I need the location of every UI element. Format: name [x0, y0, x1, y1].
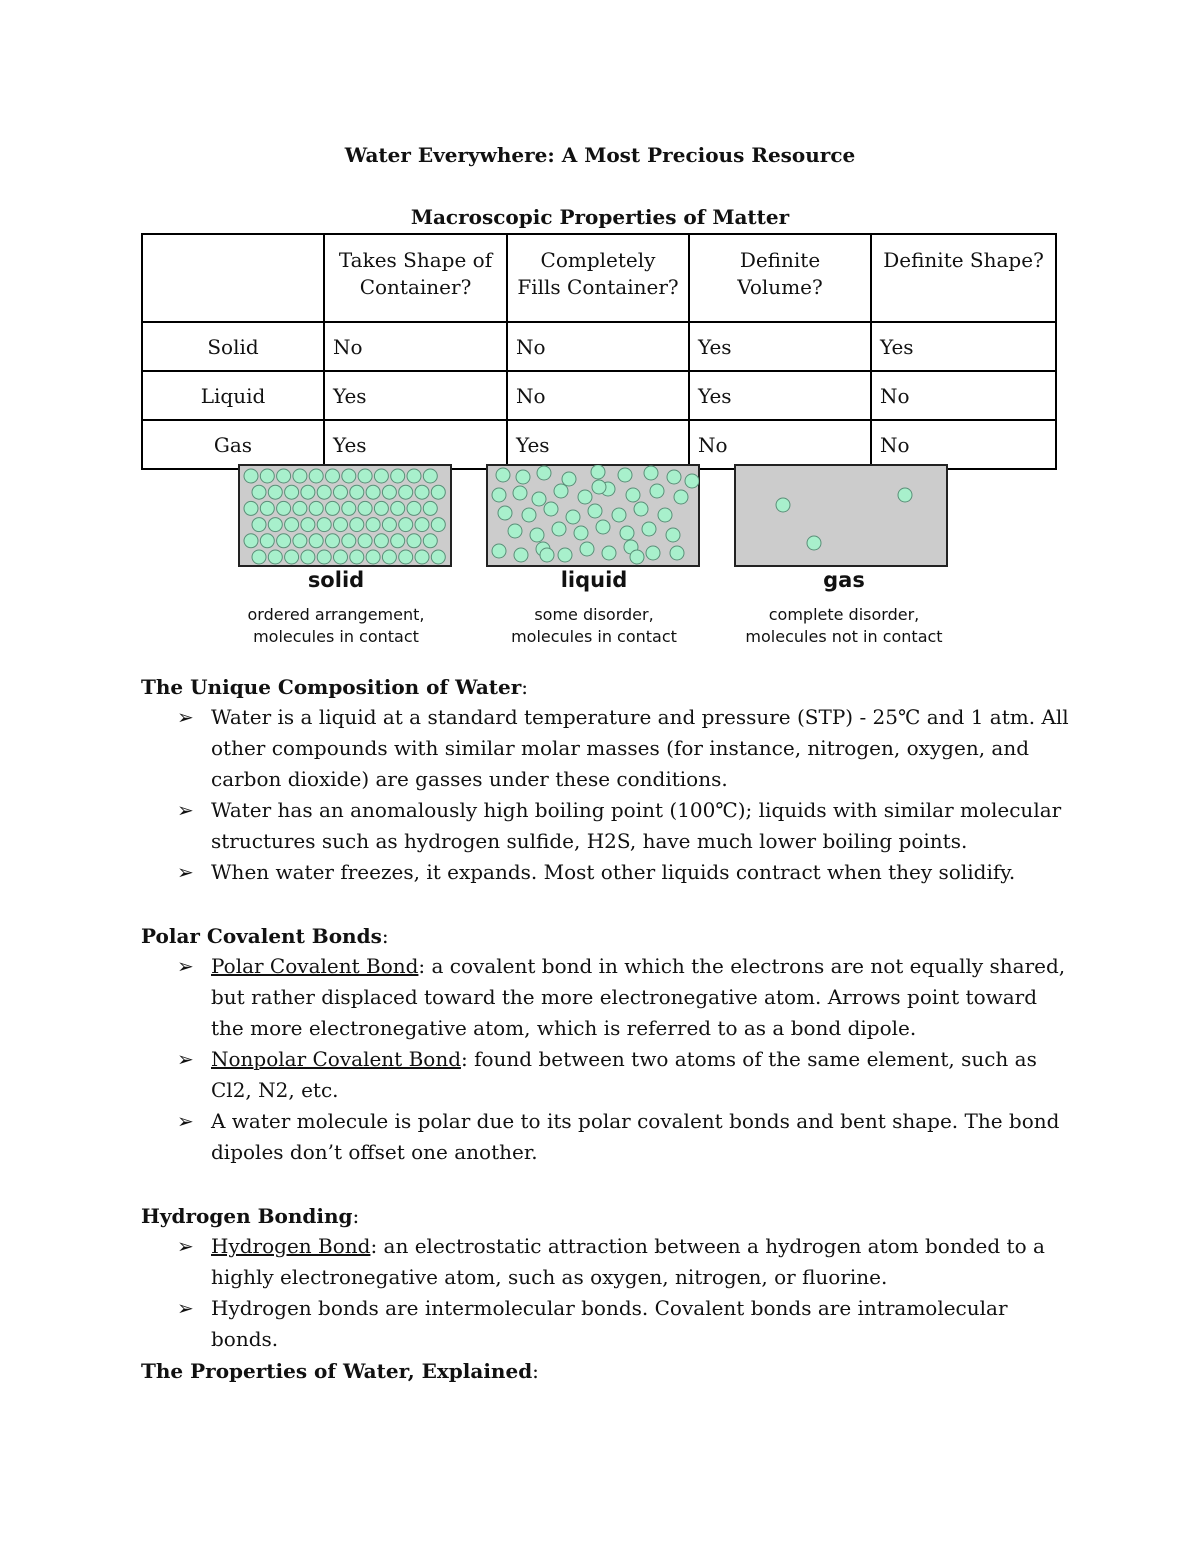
term-hydrogen-bond: Hydrogen Bond — [211, 1234, 371, 1258]
molecule-circle — [530, 528, 544, 542]
molecule-circle — [626, 488, 640, 502]
molecule-circle — [277, 501, 291, 515]
arrow-bullet-icon: ➢ — [177, 1109, 194, 1133]
molecule-circle — [423, 501, 437, 515]
molecule-circle — [544, 502, 558, 516]
molecule-circle — [514, 548, 528, 562]
molecule-circle — [540, 548, 554, 562]
bullet-list — [141, 951, 1071, 1168]
molecule-circle — [268, 518, 282, 532]
table-row — [142, 371, 1056, 420]
section-hydrogen-bonding — [141, 1201, 1071, 1355]
row-state-liquid: Liquid — [142, 371, 324, 420]
molecule-circle — [588, 504, 602, 518]
molecule-circle — [630, 550, 644, 564]
molecule-circle — [244, 501, 258, 515]
particle-box-background — [735, 465, 947, 566]
table-cell: No — [324, 322, 507, 371]
molecule-circle — [301, 485, 315, 499]
molecule-circle — [326, 469, 340, 483]
molecule-circle — [399, 485, 413, 499]
molecule-circle — [317, 518, 331, 532]
molecule-circle — [646, 546, 660, 560]
molecule-circle — [552, 522, 566, 536]
state-desc-solid — [216, 604, 456, 648]
term-nonpolar-covalent-bond: Nonpolar Covalent Bond — [211, 1047, 461, 1071]
heading-colon: : — [381, 924, 389, 948]
list-item-text: Hydrogen bonds are intermolecular bonds. Covalent bonds are intramolecular bonds. — [211, 1296, 1008, 1351]
molecule-circle — [350, 550, 364, 564]
molecule-circle — [513, 486, 527, 500]
molecule-circle — [285, 485, 299, 499]
table-row — [142, 420, 1056, 469]
molecule-circle — [562, 472, 576, 486]
molecule-circle — [492, 488, 506, 502]
molecule-circle — [277, 534, 291, 548]
molecule-circle — [334, 485, 348, 499]
molecule-circle — [634, 502, 648, 516]
molecule-circle — [685, 474, 699, 488]
molecule-circle — [391, 534, 405, 548]
table-cell: Yes — [324, 420, 507, 469]
molecule-circle — [374, 534, 388, 548]
molecule-circle — [591, 465, 605, 479]
molecule-circle — [252, 518, 266, 532]
table-cell: Yes — [507, 420, 689, 469]
molecule-circle — [342, 501, 356, 515]
section-heading-text: Hydrogen Bonding — [141, 1204, 353, 1228]
list-item — [141, 1231, 1071, 1293]
section-properties-explained — [141, 1356, 1071, 1386]
molecule-circle — [674, 490, 688, 504]
arrow-bullet-icon: ➢ — [177, 1047, 194, 1071]
bullet-list — [141, 1231, 1071, 1355]
molecule-circle — [516, 470, 530, 484]
molecule-circle — [260, 534, 274, 548]
row-state-gas: Gas — [142, 420, 324, 469]
list-item — [141, 857, 1071, 888]
molecule-circle — [602, 546, 616, 560]
list-item-text: : a covalent bond in which the electrons are not equally shared, but rather displaced toward the more electronegative atom. Arrows point toward the more electronegative atom, which is referred to as a bond dipole. — [211, 954, 1066, 1040]
term-polar-covalent-bond: Polar Covalent Bond — [211, 954, 419, 978]
list-item-text: : an electrostatic attraction between a hydrogen atom bonded to a highly electronegative atom, such as oxygen, nitrogen, or fluorine. — [211, 1234, 1045, 1289]
molecule-circle — [334, 550, 348, 564]
molecule-circle — [667, 470, 681, 484]
heading-colon: : — [521, 675, 529, 699]
molecule-circle — [496, 468, 510, 482]
state-label-liquid: liquid — [560, 568, 628, 592]
state-desc-gas — [724, 604, 964, 648]
molecule-circle — [574, 526, 588, 540]
gas-particles-box — [734, 464, 948, 567]
molecule-circle — [260, 501, 274, 515]
molecule-circle — [260, 469, 274, 483]
molecule-circle — [399, 550, 413, 564]
molecule-circle — [285, 550, 299, 564]
state-desc-line: complete disorder, — [768, 605, 920, 624]
molecule-circle — [658, 508, 672, 522]
molecule-circle — [776, 498, 790, 512]
arrow-bullet-icon: ➢ — [177, 954, 194, 978]
state-desc-line: molecules in contact — [511, 627, 677, 646]
molecule-circle — [399, 518, 413, 532]
table-header-definite-volume: Definite Volume? — [689, 234, 871, 322]
table-header-empty — [142, 234, 324, 322]
molecule-circle — [642, 522, 656, 536]
molecule-circle — [293, 469, 307, 483]
list-item-text: A water molecule is polar due to its polar covalent bonds and bent shape. The bond dipoles don’t offset one another. — [211, 1109, 1060, 1164]
section-polar-covalent — [141, 921, 1071, 1168]
section-heading-text: The Unique Composition of Water — [141, 675, 522, 699]
solid-particles-box — [238, 464, 452, 567]
molecule-circle — [612, 508, 626, 522]
molecule-circle — [309, 501, 323, 515]
molecule-circle — [580, 542, 594, 556]
molecule-circle — [566, 510, 580, 524]
molecule-circle — [309, 469, 323, 483]
list-item-text: Water has an anomalously high boiling point (100℃); liquids with similar molecular structures such as hydrogen sulfide, H2S, have much lower boiling points. — [211, 798, 1062, 853]
molecule-circle — [670, 546, 684, 560]
molecule-circle — [301, 518, 315, 532]
list-item — [141, 1293, 1071, 1355]
molecule-circle — [620, 526, 634, 540]
molecule-circle — [618, 468, 632, 482]
section-heading — [141, 921, 1071, 951]
properties-table — [141, 233, 1057, 470]
molecule-circle — [596, 520, 610, 534]
molecule-circle — [532, 492, 546, 506]
arrow-bullet-icon: ➢ — [177, 860, 194, 884]
arrow-bullet-icon: ➢ — [177, 705, 194, 729]
state-label-solid: solid — [307, 568, 365, 592]
list-item-text: : found between two atoms of the same element, such as Cl2, N2, etc. — [211, 1047, 1037, 1102]
molecule-circle — [644, 466, 658, 480]
row-state-solid: Solid — [142, 322, 324, 371]
molecule-circle — [415, 518, 429, 532]
section-heading-text: Polar Covalent Bonds — [141, 924, 382, 948]
table-row — [142, 322, 1056, 371]
molecule-circle — [293, 534, 307, 548]
table-header-definite-shape: Definite Shape? — [871, 234, 1056, 322]
molecule-circle — [407, 534, 421, 548]
section-heading-text: The Properties of Water, Explained — [141, 1359, 533, 1383]
molecule-circle — [350, 518, 364, 532]
molecule-circle — [374, 469, 388, 483]
page-title: Water Everywhere: A Most Precious Resource — [344, 143, 856, 167]
molecule-circle — [268, 550, 282, 564]
section-heading — [141, 1356, 1071, 1386]
molecule-circle — [650, 484, 664, 498]
molecule-circle — [277, 469, 291, 483]
molecule-circle — [252, 485, 266, 499]
molecule-circle — [558, 548, 572, 562]
molecule-circle — [366, 518, 380, 532]
molecule-circle — [666, 528, 680, 542]
table-cell: No — [507, 371, 689, 420]
molecule-circle — [268, 485, 282, 499]
list-item — [141, 1106, 1071, 1168]
molecule-circle — [293, 501, 307, 515]
molecule-circle — [317, 485, 331, 499]
list-item — [141, 1044, 1071, 1106]
molecule-circle — [554, 484, 568, 498]
bullet-list — [141, 702, 1071, 888]
molecule-circle — [423, 534, 437, 548]
state-desc-line: some disorder, — [534, 605, 654, 624]
molecule-circle — [391, 501, 405, 515]
heading-colon: : — [532, 1359, 539, 1383]
list-item-text: Water is a liquid at a standard temperature and pressure (STP) - 25℃ and 1 atm. All other compounds with similar molar masses (for instance, nitrogen, oxygen, and carbon dioxide) are gasses under these conditions. — [211, 705, 1069, 791]
states-of-matter-diagram — [236, 464, 948, 654]
molecule-circle — [415, 485, 429, 499]
table-cell: Yes — [871, 322, 1056, 371]
molecule-circle — [382, 518, 396, 532]
state-desc-line: molecules in contact — [253, 627, 419, 646]
state-desc-line: ordered arrangement, — [247, 605, 425, 624]
table-cell: No — [871, 371, 1056, 420]
molecule-circle — [317, 550, 331, 564]
molecule-circle — [252, 550, 266, 564]
molecule-circle — [326, 501, 340, 515]
table-cell: No — [689, 420, 871, 469]
table-header-row — [142, 234, 1056, 322]
molecule-circle — [431, 518, 445, 532]
molecule-circle — [366, 485, 380, 499]
table-header-fills-container: Completely Fills Container? — [507, 234, 689, 322]
list-item — [141, 795, 1071, 857]
section-composition — [141, 672, 1071, 888]
molecule-circle — [244, 534, 258, 548]
heading-colon: : — [352, 1204, 360, 1228]
list-item-text: When water freezes, it expands. Most other liquids contract when they solidify. — [211, 860, 1016, 884]
arrow-bullet-icon: ➢ — [177, 1234, 194, 1258]
list-item — [141, 951, 1071, 1044]
molecule-circle — [391, 469, 405, 483]
molecule-circle — [807, 536, 821, 550]
molecule-circle — [358, 534, 372, 548]
molecule-circle — [358, 501, 372, 515]
molecule-circle — [407, 501, 421, 515]
section-heading — [141, 1201, 1071, 1231]
molecule-circle — [522, 508, 536, 522]
molecule-circle — [578, 490, 592, 504]
molecule-circle — [382, 485, 396, 499]
molecule-circle — [326, 534, 340, 548]
state-label-gas: gas — [823, 568, 865, 592]
molecule-circle — [301, 550, 315, 564]
table-cell: Yes — [689, 371, 871, 420]
table-header-takes-shape: Takes Shape of Container? — [324, 234, 507, 322]
molecule-circle — [358, 469, 372, 483]
molecule-circle — [498, 506, 512, 520]
molecule-circle — [431, 550, 445, 564]
state-desc-line: molecules not in contact — [745, 627, 943, 646]
molecule-circle — [415, 550, 429, 564]
molecule-circle — [423, 469, 437, 483]
molecule-circle — [374, 501, 388, 515]
molecule-circle — [537, 466, 551, 480]
table-cell: Yes — [324, 371, 507, 420]
molecule-circle — [431, 485, 445, 499]
arrow-bullet-icon: ➢ — [177, 798, 194, 822]
molecule-circle — [309, 534, 323, 548]
table-cell: Yes — [689, 322, 871, 371]
table-cell: No — [507, 322, 689, 371]
arrow-bullet-icon: ➢ — [177, 1296, 194, 1320]
list-item — [141, 702, 1071, 795]
molecule-circle — [342, 469, 356, 483]
table-cell: No — [871, 420, 1056, 469]
molecule-circle — [407, 469, 421, 483]
molecule-circle — [508, 524, 522, 538]
section-heading — [141, 672, 1071, 702]
molecule-circle — [492, 544, 506, 558]
molecule-circle — [366, 550, 380, 564]
liquid-particles-box — [486, 464, 700, 567]
table-title: Macroscopic Properties of Matter — [410, 205, 790, 229]
molecule-circle — [244, 469, 258, 483]
molecule-circle — [898, 488, 912, 502]
state-desc-liquid — [474, 604, 714, 648]
molecule-circle — [592, 480, 606, 494]
molecule-circle — [382, 550, 396, 564]
molecule-circle — [342, 534, 356, 548]
molecule-circle — [285, 518, 299, 532]
molecule-circle — [350, 485, 364, 499]
molecule-circle — [334, 518, 348, 532]
